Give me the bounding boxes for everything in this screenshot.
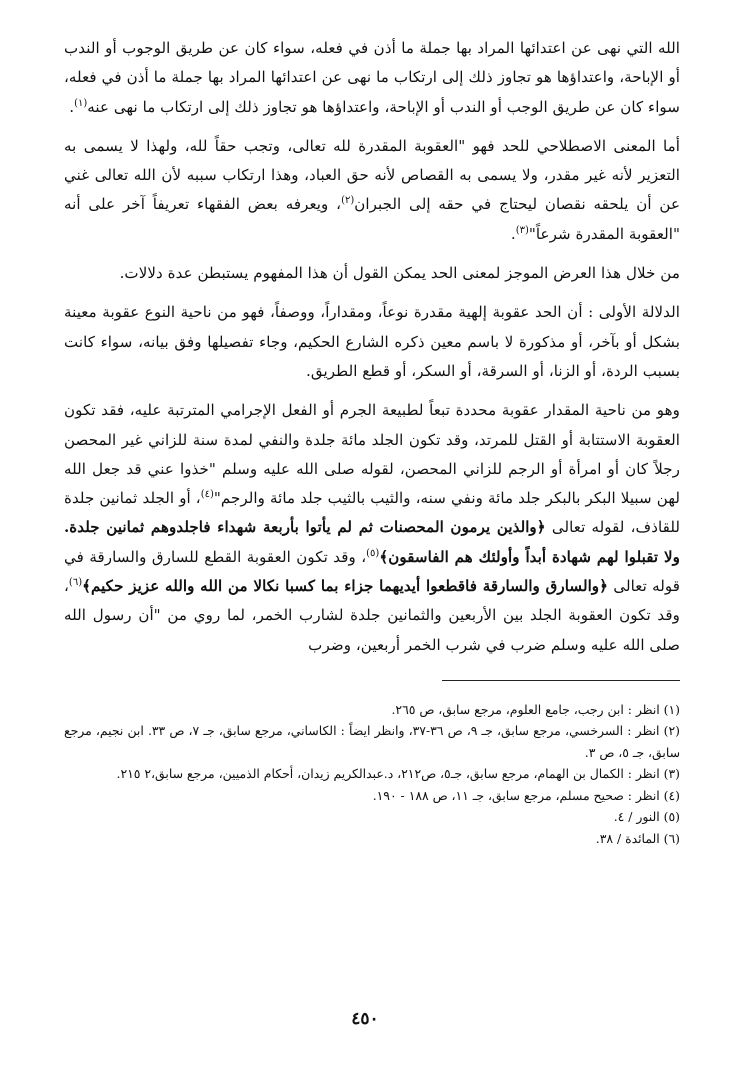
paragraph-text: . xyxy=(510,224,516,243)
footnote: (٦) المائدة / ٣٨. xyxy=(595,830,680,846)
paragraph xyxy=(64,34,680,122)
footnote: (٥) النور / ٤. xyxy=(613,809,680,825)
body-text xyxy=(64,34,680,660)
footnote-ref: (١) xyxy=(74,97,88,109)
paragraph-text: الله التي نهى عن اعتدائها المراد بها جملة ما أذن في فعله، سواء كان عن طريق الوجوب أو الندب أو الإباحة، واعتداؤها هو تجاوز ذلك إلى ارتكاب ما نهى عن اعتدائها المراد بها جملة ما أذن في فعله، سواء كان عن طريق الوجب أو الندب أو الإباحة، واعتداؤها هو تجاوز ذلك إلى ارتكاب ما نهى عنه xyxy=(64,39,680,116)
footnote-ref: (٦) xyxy=(68,576,83,588)
paragraph-text: وهو من ناحية المقدار عقوبة محددة تبعاً لطبيعة الجرم أو الفعل الإجرامي المترتبة عليه، فقد تكون العقوبة الاستتابة أو القتل للمرتد، وقد تكون الجلد مائة جلدة والنفي لمدة سنة للزاني غير المحصن رجلاً كان أو امرأة أو الرجم للزاني المحصن، لقوله صلى الله عليه وسلم "خذوا عني قد جعل الله لهن سبيلا البكر بالبكر جلد مائة ونفي سنه، والثيب بالثيب جلد مائة والرجم" xyxy=(64,401,680,508)
paragraph-text: ، وقد تكون العقوبة الجلد بين الأربعين والثمانين جلدة لشارب الخمر، لما روي من "أن رسول الله صلى الله عليه وسلم ضرب في شرب الخمر أربعين، وضرب xyxy=(64,577,680,654)
paragraph-text: ، وقد تكون العقوبة القطع للسارق والسارقة في قوله تعالى xyxy=(64,547,681,596)
quran-verse: ﴿والذين يرمون المحصنات ثم لم يأتوا بأربعة شهداء فاجلدوهم ثمانين جلدة. ولا تقبلوا لهم شهادة أبداً وأولئك هم الفاسقون﴾ xyxy=(64,518,680,566)
footnote: (٤) انظر : صحيح مسلم، مرجع سابق، جـ ١١، ص ١٨٨ - ١٩٠. xyxy=(372,787,680,803)
footnote-ref: (٢) xyxy=(341,195,355,207)
paragraph xyxy=(64,132,680,249)
paragraph xyxy=(64,298,680,386)
paragraph-text: . xyxy=(69,97,75,116)
paragraph-text: ، ويعرفه بعض الفقهاء تعريفاً آخر على أنه "العقوبة المقدرة شرعاً" xyxy=(64,195,680,243)
paragraph xyxy=(64,396,680,660)
footnote: (٣) انظر : الكمال بن الهمام، مرجع سابق، جـ٥، ص٢١٢، د.عبدالكريم زيدان، أحكام الذميين، مرجع سابق،٢ ٢١٥. xyxy=(116,766,680,782)
paragraph xyxy=(64,259,680,288)
footnote-ref: (٥) xyxy=(366,547,380,559)
paragraph-text: ، أو الجلد ثمانين جلدة للقاذف، لقوله تعالى xyxy=(64,489,680,537)
paragraph-text: أما المعنى الاصطلاحي للحد فهو "العقوبة المقدرة لله تعالى، وتجب حقاً لله، ولهذا لا يسمى به التعزير لأنه غير مقدر، ولا يسمى به القصاص لأنه حق العباد، وهذا ارتكاب سببه لأن الله تعالى غني عن أن يلحقه نقصان ليحتاج في حقه إلى الجبران xyxy=(64,136,681,214)
footnote: (٢) انظر : السرخسي، مرجع سابق، جـ ٩، ص ٣٦-٣٧، وانظر ايضاً : الكاساني، مرجع سابق، جـ ٧، ص ٣٣. ابن نجيم، مرجع سابق، جـ ٥، ص ٣. xyxy=(64,723,680,760)
paragraph-text: الدلالة الأولى : أن الحد عقوبة إلهية مقدرة نوعاً، ومقداراً، ووصفاً، فهو من ناحية النوع عقوبة معينة بشكل أو بآخر، أو مذكورة لا باسم معين ذكره الشارع الحكيم، وجاء تفصيلها وفق بيانه، سواء كانت بسبب الردة، أو الزنا، أو السرقة، أو السكر، أو قطع الطريق. xyxy=(64,303,680,380)
footnote-ref: (٤) xyxy=(200,489,214,501)
footnote-ref: (٣) xyxy=(515,224,529,236)
footnotes xyxy=(64,699,680,850)
quran-verse: ﴿والسارق والسارقة فاقطعوا أيديهما جزاء بما كسبا نكالا من الله والله عزيز حكيم﴾ xyxy=(82,577,609,596)
paragraph-text: من خلال هذا العرض الموجز لمعنى الحد يمكن القول أن هذا المفهوم يستبطن عدة دلالات. xyxy=(119,264,680,283)
page-number: ٤٥٠ xyxy=(351,1009,379,1029)
footnote-separator xyxy=(442,680,680,681)
footnote: (١) انظر : ابن رجب، جامع العلوم، مرجع سابق، ص ٢٦٥. xyxy=(391,701,680,717)
